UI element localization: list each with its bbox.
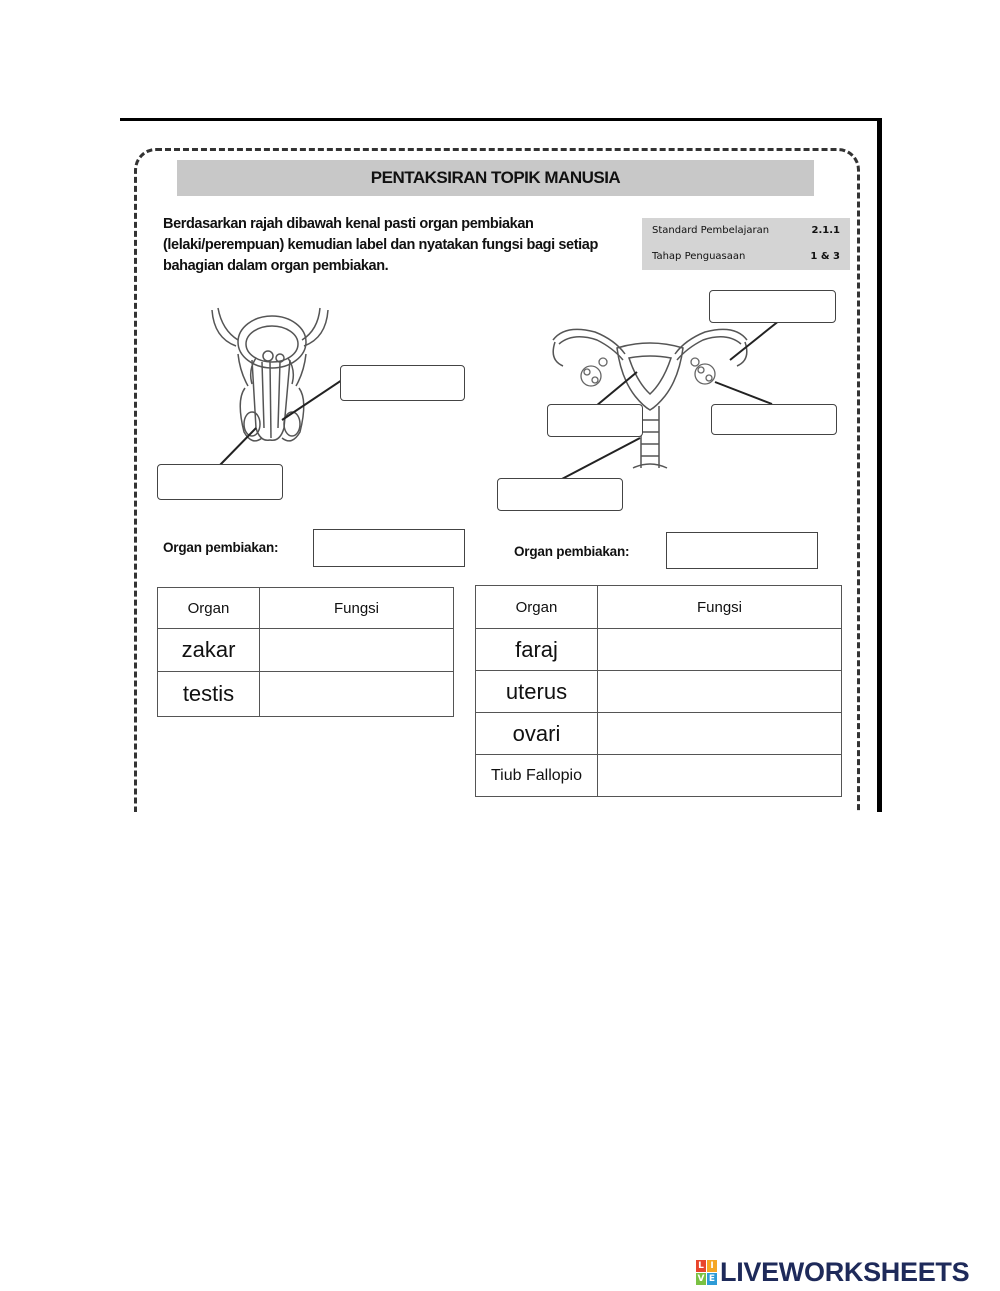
standard-info-box [642, 218, 850, 270]
male-fungsi-input[interactable] [260, 629, 454, 672]
female-label-box-2[interactable] [547, 404, 643, 437]
worksheet-title: PENTAKSIRAN TOPIK MANUSIA [177, 160, 814, 196]
female-function-table [475, 585, 842, 797]
female-label-box-3[interactable] [711, 404, 837, 435]
table-row [476, 713, 842, 755]
male-organ-cell: zakar [158, 629, 260, 672]
male-organ-input[interactable] [313, 529, 465, 567]
page-border-top [120, 118, 882, 121]
male-function-table [157, 587, 454, 717]
standard-value: 2.1.1 [811, 225, 840, 236]
logo-letter-e: E [708, 1274, 716, 1284]
logo-letter-v: V [697, 1274, 705, 1284]
instructions-text: Berdasarkan rajah dibawah kenal pasti organ pembiakan (lelaki/perempuan) kemudian label dan nyatakan fungsi bagi setiap bahagian dalam organ pembiakan. [163, 216, 598, 274]
female-fungsi-input[interactable] [598, 755, 842, 797]
standard-label: Standard Pembelajaran [652, 225, 770, 236]
female-header-organ: Organ [476, 586, 598, 629]
mastery-label: Tahap Penguasaan [652, 251, 746, 262]
logo-text: LIVEWORKSHEETS [720, 1257, 970, 1287]
female-organ-label: Organ pembiakan: [514, 544, 630, 559]
table-row [476, 671, 842, 713]
logo-letter-i: I [707, 1260, 717, 1272]
liveworksheets-logo[interactable] [696, 1257, 969, 1288]
male-organ-cell: testis [158, 672, 260, 717]
female-organ-cell: Tiub Fallopio [476, 755, 598, 797]
female-organ-input[interactable] [666, 532, 818, 569]
male-header-fungsi: Fungsi [260, 588, 454, 629]
table-row [476, 629, 842, 671]
male-fungsi-input[interactable] [260, 672, 454, 717]
female-organ-cell: faraj [476, 629, 598, 671]
female-label-box-4[interactable] [497, 478, 623, 511]
mastery-value: 1 & 3 [810, 251, 840, 262]
female-label-box-1[interactable] [709, 290, 836, 323]
page-cutoff [120, 812, 890, 872]
logo-icon [696, 1260, 717, 1285]
female-fungsi-input[interactable] [598, 671, 842, 713]
table-row [476, 755, 842, 797]
logo-letter-l: L [696, 1260, 706, 1272]
male-pointer-lines [200, 370, 360, 470]
male-label-box-1[interactable] [340, 365, 465, 401]
male-header-organ: Organ [158, 588, 260, 629]
table-row [158, 629, 454, 672]
female-organ-cell: uterus [476, 671, 598, 713]
female-header-fungsi: Fungsi [598, 586, 842, 629]
table-row [158, 672, 454, 717]
male-organ-label: Organ pembiakan: [163, 540, 279, 555]
female-pointer-lines [540, 310, 800, 490]
female-fungsi-input[interactable] [598, 713, 842, 755]
female-organ-cell: ovari [476, 713, 598, 755]
male-label-box-2[interactable] [157, 464, 283, 500]
female-fungsi-input[interactable] [598, 629, 842, 671]
page-border-right [877, 118, 882, 818]
